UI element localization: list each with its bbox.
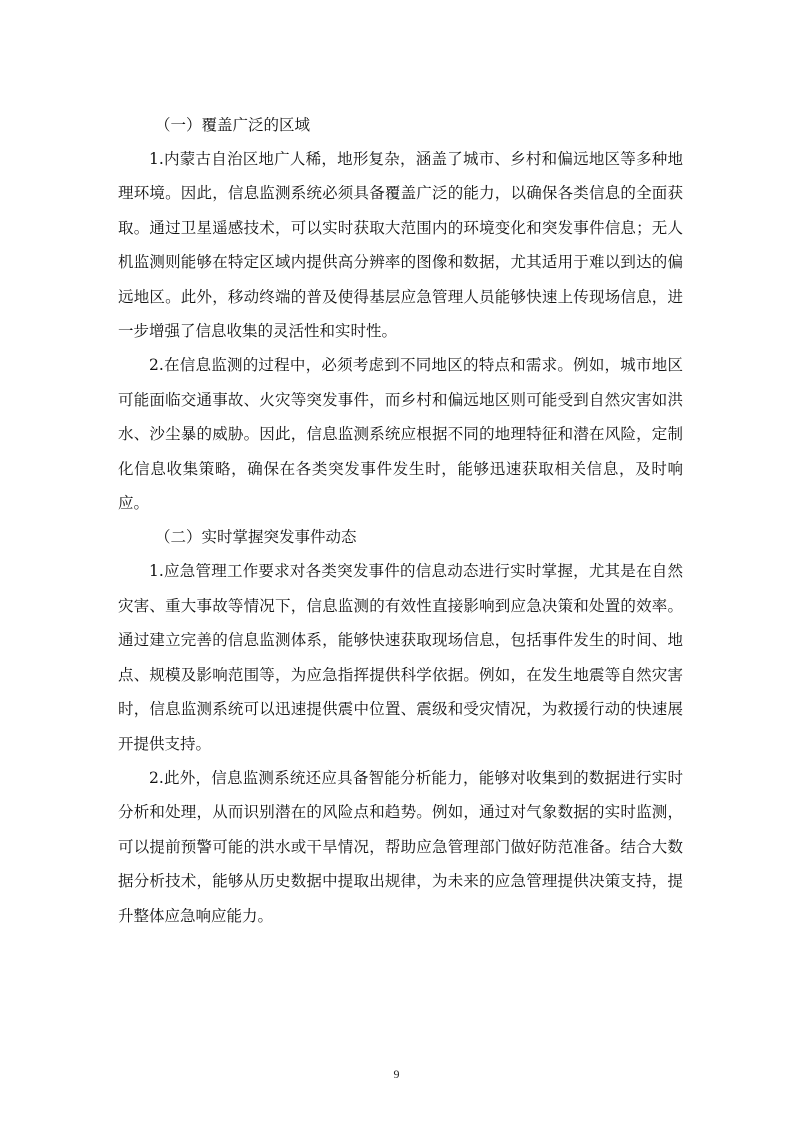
page-number: 9 [393, 1067, 400, 1081]
paragraph-1-1: 1.内蒙古自治区地广人稀，地形复杂，涵盖了城市、乡村和偏远地区等多种地理环境。因此，信息监测系统必须具备覆盖广泛的能力，以确保各类信息的全面获取。通过卫星遥感技术，可以实时获取大范围内的环境变化和突发事件信息；无人机监测则能够在特定区域内提供高分辨率的图像和数据，尤其适用于难以到达的偏远地区。此外，移动终端的普及使得基层应急管理人员能够快速上传现场信息，进一步增强了信息收集的灵活性和实时性。 [118, 150, 683, 341]
page-body [118, 108, 683, 933]
paragraph-2-1: 1.应急管理工作要求对各类突发事件的信息动态进行实时掌握，尤其是在自然灾害、重大事故等情况下，信息监测的有效性直接影响到应急决策和处置的效率。通过建立完善的信息监测体系，能够快速获取现场信息，包括事件发生的时间、地点、规模及影响范围等，为应急指挥提供科学依据。例如，在发生地震等自然灾害时，信息监测系统可以迅速提供震中位置、震级和受灾情况，为救援行动的快速展开提供支持。 [118, 562, 683, 753]
section-heading-2: （二）实时掌握突发事件动态 [155, 528, 357, 547]
paragraph-2-2: 2.此外，信息监测系统还应具备智能分析能力，能够对收集到的数据进行实时分析和处理，从而识别潜在的风险点和趋势。例如，通过对气象数据的实时监测，可以提前预警可能的洪水或干旱情况，帮助应急管理部门做好防范准备。结合大数据分析技术，能够从历史数据中提取出规律，为未来的应急管理提供决策支持，提升整体应急响应能力。 [118, 768, 683, 925]
paragraph-1-2: 2.在信息监测的过程中，必须考虑到不同地区的特点和需求。例如，城市地区可能面临交通事故、火灾等突发事件，而乡村和偏远地区则可能受到自然灾害如洪水、沙尘暴的威胁。因此，信息监测系统应根据不同的地理特征和潜在风险，定制化信息收集策略，确保在各类突发事件发生时，能够迅速获取相关信息，及时响应。 [118, 356, 683, 513]
section-heading-1: （一）覆盖广泛的区域 [155, 116, 311, 134]
